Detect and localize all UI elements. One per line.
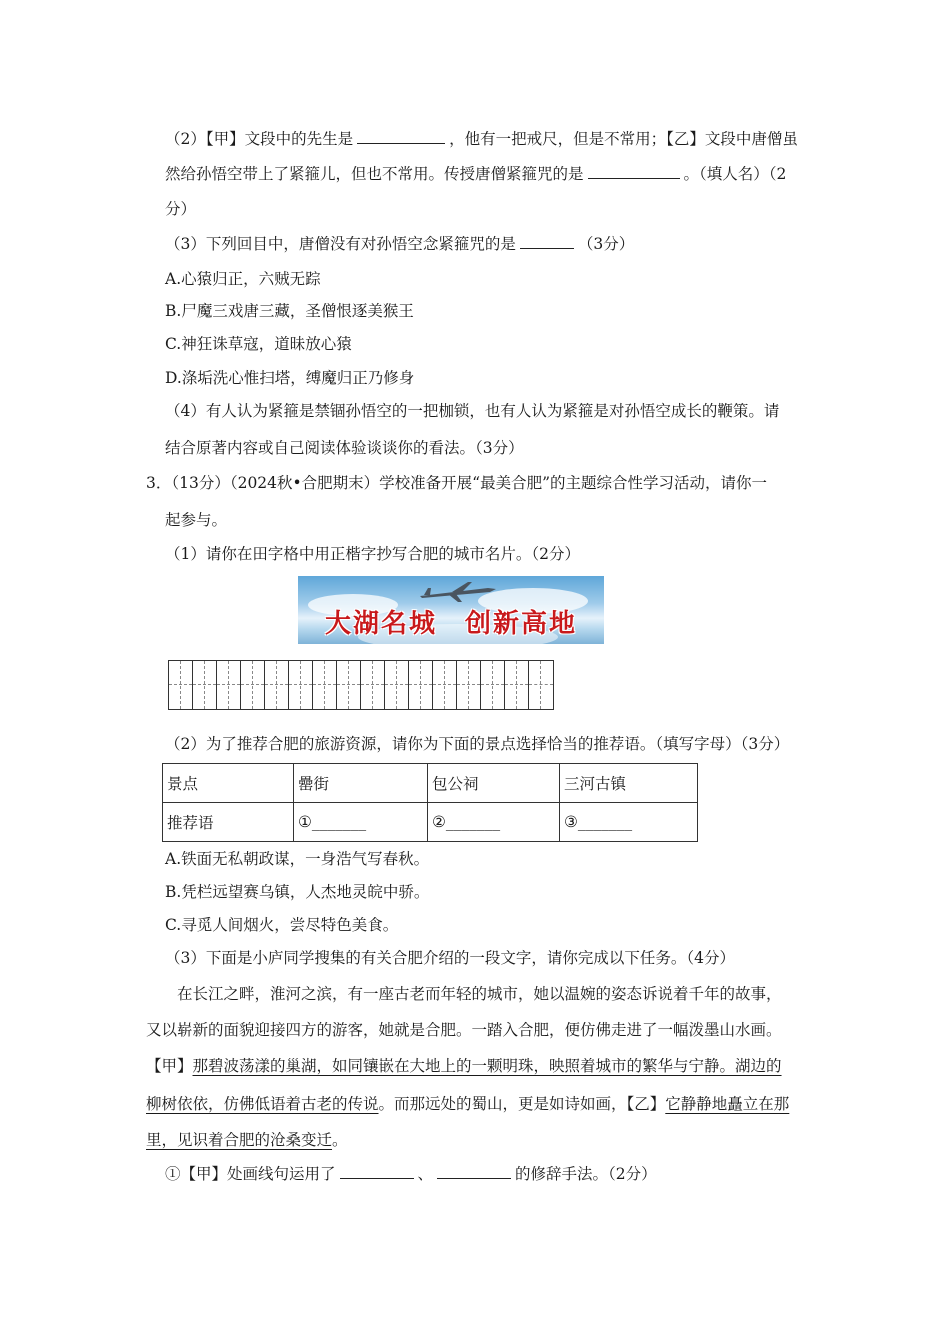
grid-cell[interactable] [217, 661, 241, 709]
q2-part2-line3: 分） [165, 200, 197, 218]
rec-option-c: C.寻觅人间烟火，尝尽特色美食。 [165, 916, 399, 934]
q2-part2-text-a: （2）【甲】文段中的先生是 [165, 130, 354, 148]
q2-part3-line [165, 233, 634, 255]
answer-cell-1[interactable]: ①_______ [294, 803, 428, 842]
answer-blank-teacher[interactable] [357, 128, 445, 144]
banner-text: 大湖名城 创新高地 [324, 609, 577, 639]
grid-cell[interactable] [409, 661, 433, 709]
answer-blank-choice[interactable] [520, 233, 574, 249]
grid-cell[interactable] [169, 661, 193, 709]
airplane-icon [418, 580, 498, 604]
grid-cell[interactable] [289, 661, 313, 709]
grid-cell[interactable] [241, 661, 265, 709]
grid-cell[interactable] [193, 661, 217, 709]
table-cell: 包公祠 [428, 764, 560, 803]
q2-part4-line2: 结合原著内容或自己阅读体验谈谈你的看法。（3分） [165, 439, 524, 457]
city-slogan-banner [298, 576, 604, 644]
q2-part2-text-b: ，他有一把戒尺，但是不常用；【乙】文段中唐僧虽 [449, 130, 798, 148]
rec-option-a: A.铁面无私朝政谋，一身浩气写春秋。 [165, 850, 430, 868]
grid-cell[interactable] [313, 661, 337, 709]
q2-part3-text-b: （3分） [577, 235, 635, 253]
tianzige-grid[interactable] [168, 660, 554, 710]
underlined-sentence-jia: 那碧波荡漾的巢湖，如同镶嵌在大地上的一颗明珠，映照着城市的繁华与宁静。湖边的 [192, 1057, 782, 1075]
answer-cell-3[interactable]: ③_______ [560, 803, 698, 842]
underlined-sentence-yi-cont: 里，见识着合肥的沧桑变迁 [146, 1131, 333, 1149]
sub1-text-b: 的修辞手法。（2分） [515, 1165, 657, 1183]
table-row [163, 764, 698, 803]
grid-cell[interactable] [337, 661, 361, 709]
q3-part3: （3）下面是小庐同学搜集的有关合肥介绍的一段文字，请你完成以下任务。（4分） [165, 949, 735, 967]
q2-part4-line1: （4）有人认为紧箍是禁锢孙悟空的一把枷锁，也有人认为紧箍是对孙悟空成长的鞭策。请 [165, 402, 780, 420]
grid-cell[interactable] [505, 661, 529, 709]
marker-jia: 【甲】 [146, 1057, 193, 1075]
option-b: B.尸魔三戏唐三藏，圣僧恨逐美猴王 [165, 302, 414, 320]
grid-cell[interactable] [529, 661, 553, 709]
marker-yi: 【乙】 [626, 1095, 666, 1113]
answer-blank-rhetoric-2[interactable] [437, 1163, 511, 1179]
option-c: C.神狂诛草寇，道昧放心猿 [165, 335, 352, 353]
q3-heading-line2: 起参与。 [165, 511, 228, 529]
passage-line1: 在长江之畔，淮河之滨，有一座古老而年轻的城市，她以温婉的姿态诉说着千年的故事， [177, 985, 782, 1003]
q2-part2-text-d: 。（填人名）（2 [683, 165, 787, 183]
underlined-sentence-jia-cont: 柳树依依，仿佛低语着古老的传说 [146, 1095, 379, 1113]
q2-part2-text-c: 然给孙悟空带上了紧箍儿，但也不常用。传授唐僧紧箍咒的是 [165, 165, 584, 183]
grid-cell[interactable] [481, 661, 505, 709]
answer-blank-rhetoric-1[interactable] [340, 1163, 414, 1179]
grid-cell[interactable] [385, 661, 409, 709]
q2-part3-text-a: （3）下列回目中，唐僧没有对孙悟空念紧箍咒的是 [165, 235, 516, 253]
sub1-separator: 、 [417, 1165, 434, 1183]
passage-text: 。而那远处的蜀山，更是如诗如画， [378, 1095, 627, 1113]
grid-cell[interactable] [265, 661, 289, 709]
answer-cell-2[interactable]: ②_______ [428, 803, 560, 842]
passage-line5 [146, 1129, 348, 1151]
grid-cell[interactable] [457, 661, 481, 709]
q3-heading-line1: 3．（13分）（2024秋•合肥期末）学校准备开展“最美合肥”的主题综合性学习活动，请你一 [146, 474, 768, 492]
passage-line2: 又以崭新的面貌迎接四方的游客，她就是合肥。一踏入合肥，便仿佛走进了一幅泼墨山水画。 [146, 1021, 782, 1039]
passage-period: 。 [332, 1131, 348, 1149]
q3-subquestion-1 [165, 1163, 657, 1185]
answer-blank-person[interactable] [588, 163, 680, 179]
sub1-text-a: ①【甲】处画线句运用了 [165, 1165, 336, 1183]
rec-option-b: B.凭栏远望赛乌镇，人杰地灵皖中骄。 [165, 883, 430, 901]
recommendation-table [162, 763, 698, 842]
passage-line3 [146, 1055, 782, 1077]
table-cell: 三河古镇 [560, 764, 698, 803]
table-row [163, 803, 698, 842]
q2-part2-line2 [165, 163, 786, 185]
option-a: A.心猿归正，六贼无踪 [165, 270, 321, 288]
passage-line4 [146, 1093, 789, 1115]
q2-part2-line1 [165, 128, 798, 150]
option-d: D.涤垢洗心惟扫塔，缚魔归正乃修身 [165, 369, 415, 387]
q3-part2: （2）为了推荐合肥的旅游资源，请你为下面的景点选择恰当的推荐语。（填写字母）（3分） [165, 735, 790, 753]
grid-cell[interactable] [361, 661, 385, 709]
table-cell: 罍街 [294, 764, 428, 803]
table-cell: 推荐语 [163, 803, 294, 842]
q3-part1: （1）请你在田字格中用正楷字抄写合肥的城市名片。（2分） [165, 545, 580, 563]
underlined-sentence-yi: 它静静地矗立在那 [665, 1095, 790, 1113]
grid-cell[interactable] [433, 661, 457, 709]
table-cell: 景点 [163, 764, 294, 803]
